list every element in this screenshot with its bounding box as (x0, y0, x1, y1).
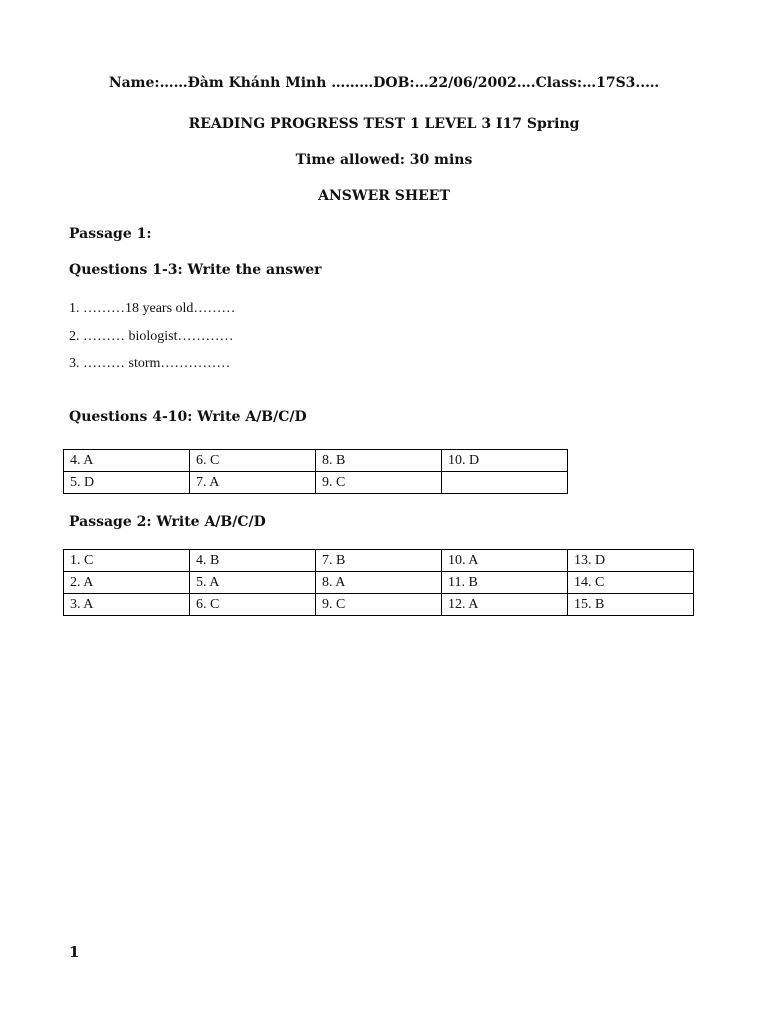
table-cell: 2. A (64, 572, 190, 594)
table-cell: 4. A (64, 450, 190, 472)
test-title: READING PROGRESS TEST 1 LEVEL 3 I17 Spring (188, 116, 580, 132)
table-cell: 9. C (316, 472, 442, 494)
table-cell: 6. C (190, 450, 316, 472)
table-row (64, 472, 568, 494)
student-info-line: Name:……Đàm Khánh Minh ………DOB:…22/06/2002….Class:…17S3..… (108, 75, 660, 91)
passage-1-answer-table (63, 449, 568, 494)
table-row (64, 594, 694, 616)
table-cell: 5. A (190, 572, 316, 594)
table-row (64, 550, 694, 572)
passage-2-heading: Passage 2: Write A/B/C/D (69, 514, 266, 530)
passage-1-heading: Passage 1: (69, 226, 152, 242)
table-cell: 5. D (64, 472, 190, 494)
table-cell: 13. D (568, 550, 694, 572)
questions-1-3-heading: Questions 1-3: Write the answer (69, 262, 322, 278)
table-cell: 15. B (568, 594, 694, 616)
table-cell: 12. A (442, 594, 568, 616)
answer-3: 3. ……… storm…………… (69, 356, 231, 371)
table-cell (442, 472, 568, 494)
table-cell: 11. B (442, 572, 568, 594)
table-cell: 7. A (190, 472, 316, 494)
table-row (64, 572, 694, 594)
table-cell: 3. A (64, 594, 190, 616)
table-cell: 10. A (442, 550, 568, 572)
answer-sheet-title: ANSWER SHEET (318, 188, 450, 204)
table-cell: 6. C (190, 594, 316, 616)
table-cell: 8. A (316, 572, 442, 594)
answer-2: 2. ……… biologist………… (69, 329, 234, 344)
table-cell: 10. D (442, 450, 568, 472)
table-cell: 9. C (316, 594, 442, 616)
questions-4-10-heading: Questions 4-10: Write A/B/C/D (69, 409, 307, 425)
table-cell: 7. B (316, 550, 442, 572)
table-cell: 4. B (190, 550, 316, 572)
table-cell: 8. B (316, 450, 442, 472)
time-allowed: Time allowed: 30 mins (295, 152, 473, 168)
table-row (64, 450, 568, 472)
table-cell: 14. C (568, 572, 694, 594)
page-number: 1 (69, 943, 80, 961)
table-cell: 1. C (64, 550, 190, 572)
answer-1: 1. ………18 years old……… (69, 301, 236, 316)
passage-2-answer-table (63, 549, 694, 616)
